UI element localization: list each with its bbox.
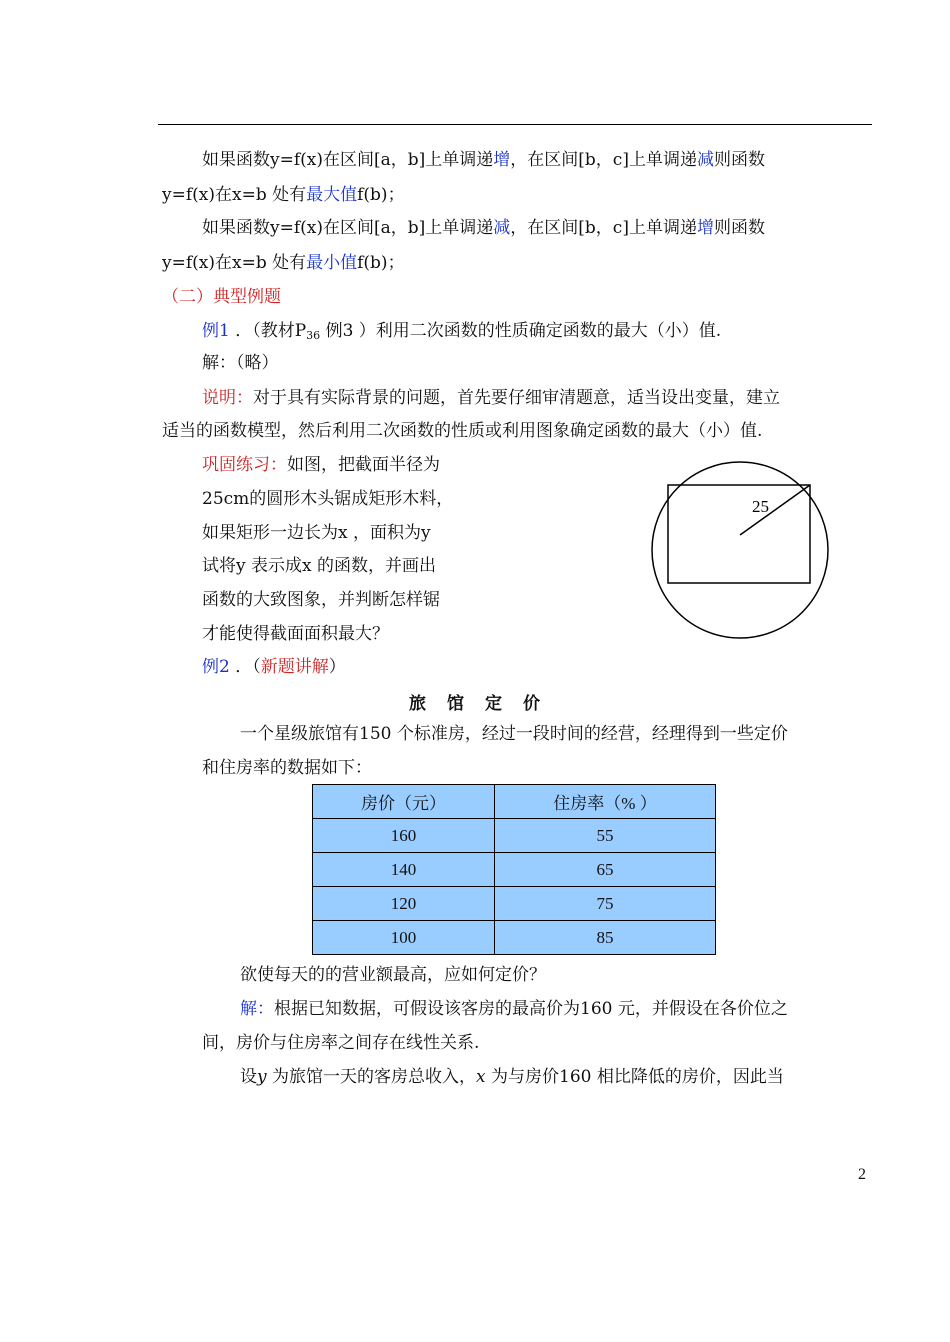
text: 对于具有实际背景的问题，首先要仔细审清题意，适当设出变量，建立: [253, 388, 780, 408]
page-number: 2: [858, 1166, 866, 1183]
text: f(b)；: [357, 253, 405, 273]
text: 为旅馆一天的客房总收入，: [266, 1067, 477, 1087]
example1-line: [202, 320, 721, 347]
header-rule: [158, 124, 872, 125]
highlight-min-value: 最小值: [306, 253, 358, 273]
table-cell: 65: [495, 853, 716, 887]
table-header-occupancy: 住房率（% ）: [495, 785, 716, 819]
text: 根据已知数据，可假设该客房的最高价为160 元，并假设在各价位之: [274, 999, 788, 1019]
solution1: 解：（略）: [202, 353, 279, 373]
solution2-line1: [240, 998, 788, 1020]
paragraph-min-line2: [162, 252, 405, 274]
hotel-intro-line1: 一个星级旅馆有150 个标准房，经过一段时间的经营，经理得到一些定价: [240, 724, 788, 744]
highlight-max-value: 最大值: [306, 185, 358, 205]
example1-label: 例1: [202, 321, 230, 341]
text: ）: [328, 657, 346, 677]
section-heading: （二）典型例题: [162, 287, 281, 307]
exercise-line6: 才能使得截面面积最大？: [202, 624, 389, 644]
title-char: 旅: [409, 694, 427, 714]
example2-tag: 新题讲解: [260, 657, 329, 677]
hotel-title: [0, 689, 950, 714]
solution2-line2: 间，房价与住房率之间存在线性关系.: [202, 1033, 480, 1053]
note-line2: 适当的函数模型，然后利用二次函数的性质或利用图象确定函数的最大（小）值.: [162, 421, 763, 441]
text: y=f(x)在x=b 处有: [162, 253, 307, 273]
note-line1: [202, 387, 780, 409]
text: ．（: [229, 657, 261, 677]
note-label: 说明：: [202, 388, 253, 408]
text: 如果函数y=f(x)在区间[a，b]上单调递: [202, 218, 494, 238]
title-char: 定: [485, 694, 503, 714]
table-row: [313, 819, 716, 853]
exercise-label: 巩固练习：: [202, 455, 287, 475]
text: y=f(x)在x=b 处有: [162, 185, 307, 205]
highlight-decreasing: 减: [696, 150, 714, 170]
hotel-intro-line2: 和住房率的数据如下：: [202, 758, 372, 778]
radius-label: 25: [752, 497, 769, 516]
table-cell: 75: [495, 887, 716, 921]
text: 设: [240, 1067, 257, 1087]
table-cell: 160: [313, 819, 495, 853]
table-cell: 120: [313, 887, 495, 921]
title-char: 馆: [447, 694, 465, 714]
text: ．（教材P: [229, 321, 307, 341]
text: 例3 ）利用二次函数的性质确定函数的最大（小）值.: [320, 321, 722, 341]
radius-line: [740, 485, 810, 535]
variable-x: x: [476, 1067, 486, 1087]
variable-y: y: [257, 1067, 267, 1087]
text: 如果函数y=f(x)在区间[a，b]上单调递: [202, 150, 494, 170]
table-header-row: [313, 785, 716, 819]
exercise-line3: 如果矩形一边长为x ，面积为y: [202, 523, 431, 543]
text: ，在区间[b，c]上单调递: [510, 150, 697, 170]
paragraph-max-line2: [162, 184, 405, 206]
table-header-price: 房价（元）: [313, 785, 495, 819]
question: 欲使每天的的营业额最高，应如何定价？: [240, 965, 546, 985]
highlight-increasing: 增: [493, 150, 511, 170]
title-char: 价: [523, 694, 541, 714]
paragraph-min-line1: [202, 217, 765, 239]
text: 则函数: [713, 218, 765, 238]
table-row: [313, 887, 716, 921]
example2-label: 例2: [202, 657, 230, 677]
exercise-line5: 函数的大致图象，并判断怎样锯: [202, 590, 440, 610]
circle: [652, 462, 828, 638]
exercise-line1: [202, 454, 440, 476]
exercise-line2: 25cm的圆形木头锯成矩形木料，: [202, 489, 454, 509]
text: ，在区间[b，c]上单调递: [510, 218, 697, 238]
text: 如图，把截面半径为: [287, 455, 440, 475]
table-cell: 55: [495, 819, 716, 853]
paragraph-max-line1: [202, 149, 765, 171]
table-cell: 140: [313, 853, 495, 887]
text: f(b)；: [357, 185, 405, 205]
table-cell: 85: [495, 921, 716, 955]
highlight-decreasing: 减: [493, 218, 511, 238]
table-row: [313, 853, 716, 887]
table-row: [313, 921, 716, 955]
highlight-increasing: 增: [696, 218, 714, 238]
final-line: [240, 1066, 784, 1088]
exercise-line4: 试将y 表示成x 的函数，并画出: [202, 556, 436, 576]
table-cell: 100: [313, 921, 495, 955]
circle-rectangle-figure: [648, 458, 832, 642]
solution2-label: 解：: [240, 999, 274, 1019]
text: 则函数: [713, 150, 765, 170]
subscript: 36: [306, 329, 321, 342]
text: 为与房价160 相比降低的房价，因此当: [485, 1067, 784, 1087]
price-occupancy-table: [312, 784, 716, 955]
example2-line: [202, 656, 346, 678]
